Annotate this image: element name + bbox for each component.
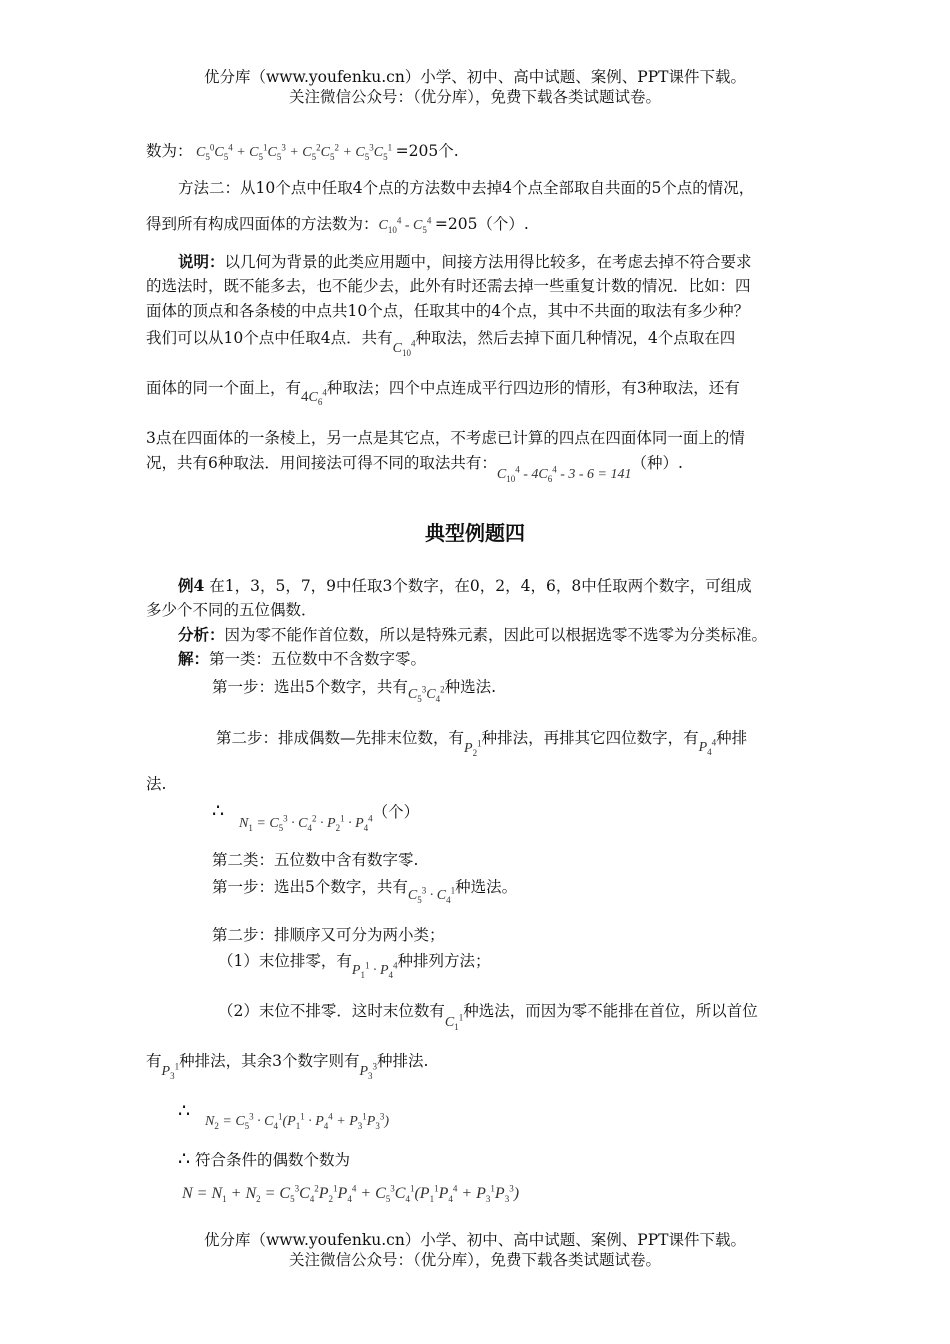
method-two-line-1: 方法二：从10个点中任取4个点的方法数中去掉4个点全部取自共面的5个点的情况， xyxy=(178,179,755,197)
header-line-2: 关注微信公众号：（优分库），免费下载各类试题试卷。 xyxy=(288,88,661,106)
note-line-2: 的选法时，既不能多去，也不能少去，此外有时还需去掉一些重复计数的情况．比如：四 xyxy=(146,277,751,295)
class2-step1: 第一步：选出5个数字，共有$C_5^3 \cdot C_4^1$种选法。 xyxy=(212,878,518,905)
count-result-line: 数为： $C_5^0C_5^4 + C_5^1C_5^3 + C_5^2C_5^2 + C_5^3C_5^1 =205$个. xyxy=(146,142,459,162)
formula-p3-3: $P_3^3$ xyxy=(359,1061,378,1081)
class2-title: 第二类：五位数中含有数字零. xyxy=(212,851,419,869)
class1-step2-end: 法. xyxy=(146,775,167,793)
note-line-4: 我们可以从10个点中任取4点．共有$C_{10}^4$种取法，然后去掉下面几种情况，4个点取在四 xyxy=(146,329,736,358)
formula-4c6-4: $4C_6^4$ xyxy=(301,387,327,407)
formula-p2-1: $P_2^1$ xyxy=(464,738,482,758)
formula-sum-combinations: $C_5^0C_5^4 + C_5^1C_5^3 + C_5^2C_5^2 + C_5^3C_5^1$ xyxy=(192,142,393,162)
example-label: 例4 xyxy=(178,576,205,595)
solution-label: 解： xyxy=(178,649,210,668)
formula-c10-4: $C_{10}^4$ xyxy=(392,338,416,358)
formula-p3-1: $P_3^1$ xyxy=(161,1061,180,1081)
note-label: 说明： xyxy=(178,252,225,271)
class1-step2: 第二步：排成偶数—先排末位数，有$P_2^1$种排法，再排其它四位数字，有$P_4^4$种排 xyxy=(216,729,748,758)
formula-n1: $N_1 = C_5^3 \cdot C_4^2 \cdot P_2^1 \cdot P_4^4$ xyxy=(239,813,373,833)
analysis-label: 分析： xyxy=(178,625,225,644)
final-formula-line xyxy=(182,1182,519,1205)
footer-line-2: 关注微信公众号：（优分库），免费下载各类试题试卷。 xyxy=(288,1251,661,1269)
class2-step2: 第二步：排顺序又可分为两小类； xyxy=(212,926,445,944)
therefore-symbol: ∴ xyxy=(212,800,225,822)
formula-c10-minus-c5: $C_{10}^4 - C_5^4$ xyxy=(378,215,432,235)
formula-n2: $N_2 = C_5^3 \cdot C_4^1(P_1^1 \cdot P_4^4 + P_3^1P_3^3)$ xyxy=(205,1111,390,1131)
formula-c5-3-dot-c4-1: $C_5^3 \cdot C_4^1$ xyxy=(407,885,456,905)
note-line-7: 况，共有6种取法．用间接法可得不同的取法共有：$C_{10}^4 - 4C_6^4 - 3 - 6 = 141$（种）. xyxy=(146,454,683,484)
n1-formula-line: ∴ $N_1 = C_5^3 \cdot C_4^2 \cdot P_2^1 \cdot P_4^4$（个） xyxy=(212,800,420,833)
n2-formula-line xyxy=(178,1100,390,1131)
class1-step1: 第一步：选出5个数字，共有$C_5^3C_4^2$种选法. xyxy=(212,678,496,704)
final-intro-line: ∴ 符合条件的偶数个数为 xyxy=(178,1148,351,1170)
formula-c5-3-c4-2: $C_5^3C_4^2$ xyxy=(407,684,445,704)
formula-p1-1-dot-p4-4: $P_1^1 \cdot P_4^4$ xyxy=(351,960,398,980)
note-line-1: 说明：以几何为背景的此类应用题中，间接方法用得比较多，在考虑去掉不符合要求 xyxy=(178,252,752,271)
therefore-symbol-2: ∴ xyxy=(178,1100,191,1122)
example-line-1: 例4 在1，3，5，7，9中任取3个数字，在0，2，4，6，8中任取两个数字，可组成 xyxy=(178,576,752,595)
formula-c1-1: $C_1^1$ xyxy=(444,1012,464,1032)
subcase-2-line-2: 有$P_3^1$种排法，其余3个数字则有$P_3^3$种排法. xyxy=(146,1052,429,1081)
solution-line: 解：第一类：五位数中不含数字零。 xyxy=(178,649,427,668)
formula-indirect-result: $C_{10}^4 - 4C_6^4 - 3 - 6 = 141$ xyxy=(496,464,632,484)
method-two-line-2: 得到所有构成四面体的方法数为：$C_{10}^4 - C_5^4 =205$（个）. xyxy=(146,215,529,235)
formula-p4-4: $P_4^4$ xyxy=(698,737,717,757)
therefore-symbol-3: ∴ xyxy=(178,1148,191,1170)
analysis-line: 分析：因为零不能作首位数，所以是特殊元素，因此可以根据选零不选零为分类标准。 xyxy=(178,625,768,644)
section-title: 典型例题四 xyxy=(425,521,525,545)
example-line-2: 多少个不同的五位偶数． xyxy=(146,601,317,619)
subcase-2-line-1: （2）末位不排零．这时末位数有$C_1^1$种选法，而因为零不能排在首位，所以首位 xyxy=(218,1002,758,1032)
note-line-6: 3点在四面体的一条棱上，另一点是其它点，不考虑已计算的四点在四面体同一面上的情 xyxy=(146,429,745,447)
note-line-3: 面体的顶点和各条棱的中点共10个点，任取其中的4个点，其中不共面的取法有多少种？ xyxy=(146,302,750,320)
note-line-5: 面体的同一个面上，有$4C_6^4$种取法；四个中点连成平行四边形的情形，有3种取法，还有 xyxy=(146,379,740,407)
footer-line-1: 优分库（www.youfenku.cn）小学、初中、高中试题、案例、PPT课件下载。 xyxy=(203,1231,747,1249)
subcase-1: （1）末位排零，有$P_1^1 \cdot P_4^4$种排列方法； xyxy=(218,952,491,980)
header-line-1: 优分库（www.youfenku.cn）小学、初中、高中试题、案例、PPT课件下载。 xyxy=(203,68,747,86)
formula-total-n: $N = N_1 + N_2 = C_5^3C_4^2P_2^1P_4^4 + C_5^3C_4^1(P_1^1P_4^4 + P_3^1P_3^3)$ xyxy=(182,1183,520,1205)
